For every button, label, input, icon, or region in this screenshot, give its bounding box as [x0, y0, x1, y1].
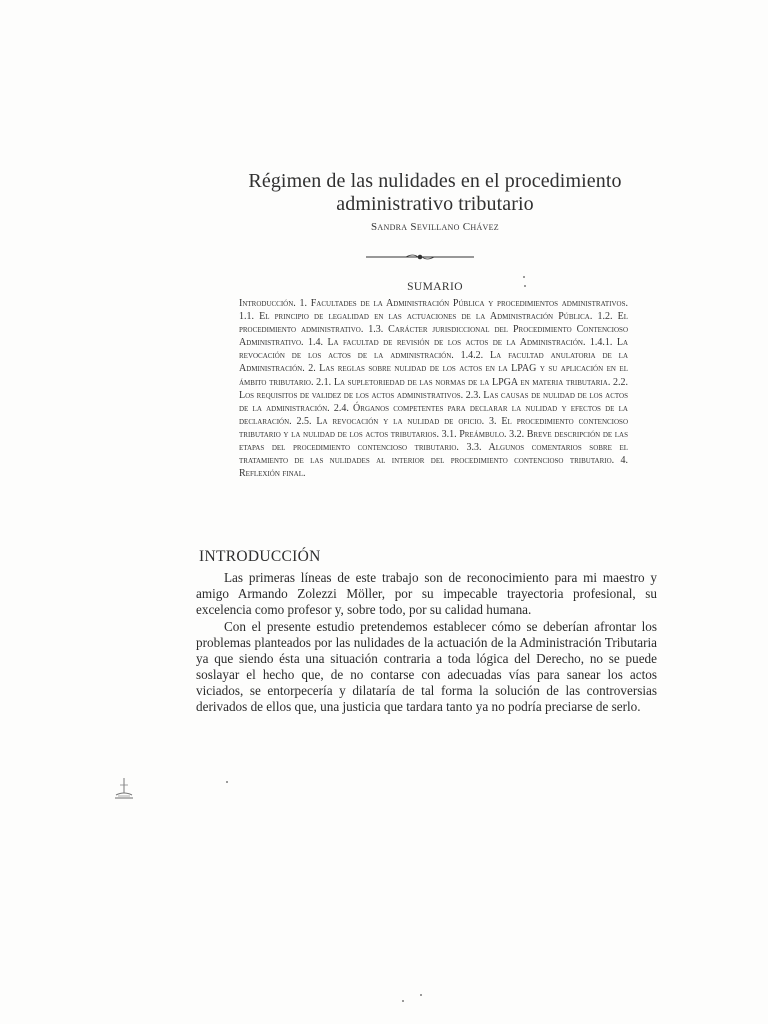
article-author: Sandra Sevillano Chávez — [371, 221, 499, 233]
section-heading-introduccion: INTRODUCCIÓN — [199, 548, 321, 565]
scan-speck — [420, 994, 422, 996]
ornament-divider — [366, 251, 474, 263]
sumario-heading: SUMARIO — [407, 281, 463, 293]
intro-paragraph-1 — [196, 570, 657, 618]
intro-paragraph-2 — [196, 619, 657, 716]
scan-speck — [402, 1000, 404, 1002]
article-title: Régimen de las nulidades en el procedimiento administrativo tributario — [248, 170, 622, 215]
scan-speck — [524, 285, 526, 287]
intro-paragraph-1-text: Las primeras líneas de este trabajo son de reconocimiento para mi maestro y amigo Armando Zolezzi Möller, por su impecable trayectoria profesional, su excelencia como profesor y, sobre todo, por su calidad humana. — [196, 570, 657, 618]
scan-speck — [226, 781, 228, 783]
intro-paragraph-2-text: Con el presente estudio pretendemos establecer cómo se deberían afrontar los problemas planteados por las nulidades de la actuación de la Administración Tributaria ya que siendo ésta una situación contraria a toda lógica del Derecho, no se puede soslayar el hecho que, de no contarse con adecuadas vías para sanear los actos viciados, se entorpecería y dilataría de tal forma la solución de las controversias derivados de ellos que, una justicia que tardara tanto ya no podría preciarse de serlo. — [196, 619, 657, 715]
library-stamp-mark — [113, 777, 135, 799]
scan-speck — [523, 276, 525, 278]
sumario-body: Introducción. 1. Facultades de la Administración Pública y procedimientos administrativos. 1.1. El principio de legalidad en las actuaciones de la Administración Pública. 1.2. El procedimiento administrativo. 1.3. Carácter jurisdiccional del Procedimiento Contencioso Administrativo. 1.4. La facultad de revisión de los actos de la Administración. 1.4.1. La revocación de los actos de la administración. 1.4.2. La facultad anulatoria de la Administración. 2. Las reglas sobre nulidad de los actos en la LPAG y su aplicación en el ámbito tributario. 2.1. La supletoriedad de las normas de la LPGA en materia tributaria. 2.2. Los requisitos de validez de los actos administrativos. 2.3. Las causas de nulidad de los actos de la administración. 2.4. Órganos competentes para declarar la nulidad y efectos de la declaración. 2.5. La revocación y la nulidad de oficio. 3. El procedimiento contencioso tributario y la nulidad de los actos tributarios. 3.1. Preámbulo. 3.2. Breve descripción de las etapas del procedimiento contencioso tributario. 3.3. Algunos comentarios sobre el tratamiento de las nulidades al interior del procedimiento contencioso tributario. 4. Reflexión final. — [239, 298, 628, 480]
